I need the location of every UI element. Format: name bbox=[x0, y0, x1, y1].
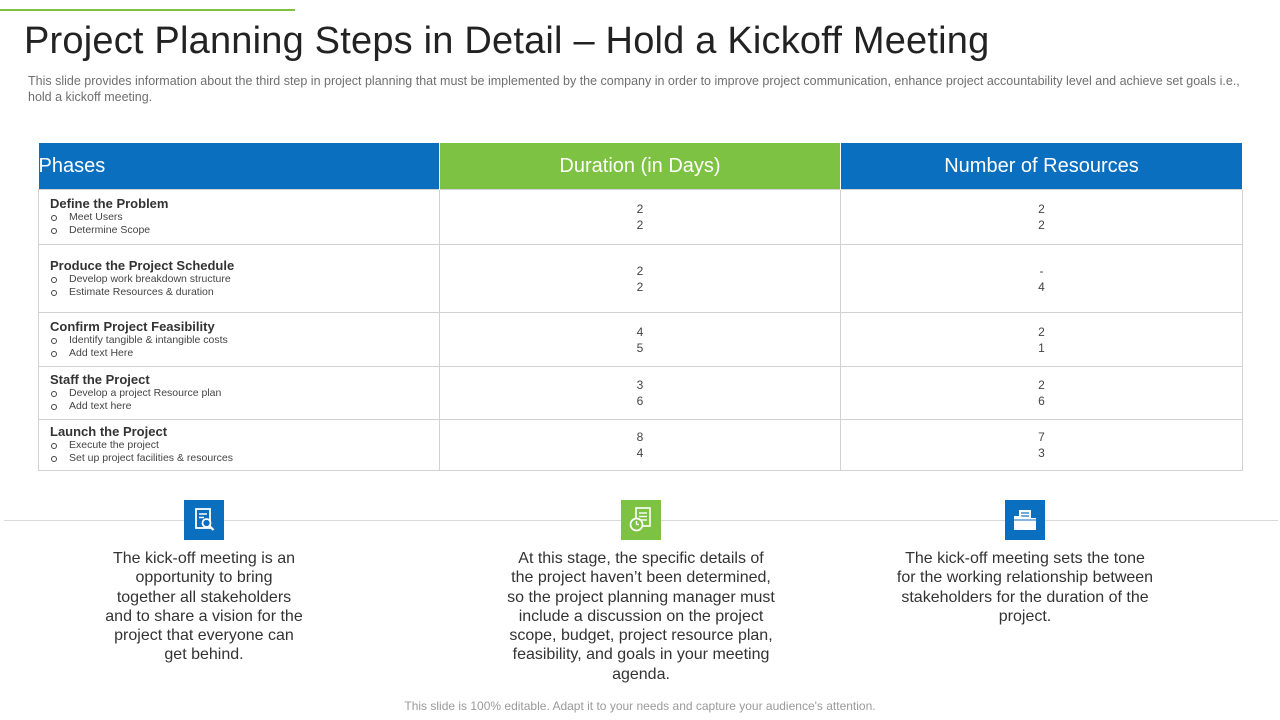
duration-value: 4 bbox=[636, 446, 644, 460]
duration-cell bbox=[440, 420, 841, 471]
phases-table bbox=[38, 143, 1243, 471]
duration-value: 8 bbox=[636, 430, 644, 444]
duration-cell bbox=[440, 367, 841, 420]
phase-item: Set up project facilities & resources bbox=[50, 452, 439, 465]
phase-name: Produce the Project Schedule bbox=[50, 257, 235, 273]
resources-value: 3 bbox=[1038, 446, 1045, 460]
phase-items bbox=[50, 211, 439, 237]
resources-value: 1 bbox=[1038, 340, 1045, 355]
slide-subtitle: This slide provides information about the third step in project planning that must be implemented by the company in order to improve project communication, enhance project accountability level and achieve set goals i.e., hold a kickoff meeting. bbox=[28, 74, 1240, 104]
resources-value: 2 bbox=[1038, 324, 1045, 339]
table-row bbox=[39, 313, 1243, 367]
resources-cell bbox=[841, 367, 1243, 420]
footer-note: This slide is 100% editable. Adapt it to your needs and capture your audience's attention. bbox=[404, 699, 876, 713]
resources-cell bbox=[841, 245, 1243, 313]
resources-value: 2 bbox=[1038, 202, 1045, 216]
note-text: The kick-off meeting sets the tone for the working relationship between stakeholders for the duration of the project. bbox=[896, 550, 1154, 625]
resources-value: - bbox=[1039, 263, 1044, 278]
table-header-row bbox=[39, 143, 1243, 190]
duration-cell bbox=[440, 190, 841, 245]
note-text: At this stage, the specific details of the project haven’t been determined, so the project planning manager must include a discussion on the project scope, budget, project resource plan, feasibility, and goals in your meeting agenda. bbox=[507, 550, 775, 683]
resources-cell bbox=[841, 420, 1243, 471]
document-clock-icon bbox=[621, 500, 661, 540]
phase-item: Add text Here bbox=[50, 347, 439, 360]
phase-items bbox=[50, 439, 439, 465]
phase-item: Identify tangible & intangible costs bbox=[50, 334, 439, 347]
resources-cell bbox=[841, 313, 1243, 367]
header-resources: Number of Resources bbox=[841, 143, 1243, 190]
phase-cell bbox=[39, 367, 440, 420]
resources-value: 2 bbox=[1038, 378, 1045, 392]
phase-items bbox=[50, 273, 439, 299]
phase-item: Develop a project Resource plan bbox=[50, 387, 439, 400]
phase-cell bbox=[39, 313, 440, 367]
phase-cell bbox=[39, 190, 440, 245]
resources-cell bbox=[841, 190, 1243, 245]
resources-value: 6 bbox=[1038, 394, 1045, 408]
table-row bbox=[39, 245, 1243, 313]
duration-value: 2 bbox=[636, 202, 644, 216]
duration-value: 3 bbox=[636, 378, 644, 392]
duration-value: 2 bbox=[636, 218, 644, 232]
phase-name: Confirm Project Feasibility bbox=[50, 318, 215, 334]
phase-item: Determine Scope bbox=[50, 224, 439, 237]
duration-value: 2 bbox=[636, 263, 644, 278]
phase-cell bbox=[39, 420, 440, 471]
document-search-icon bbox=[184, 500, 224, 540]
duration-cell bbox=[440, 245, 841, 313]
phase-item: Add text here bbox=[50, 400, 439, 413]
phase-item: Develop work breakdown structure bbox=[50, 273, 439, 286]
header-phases: Phases bbox=[39, 143, 440, 190]
table-row bbox=[39, 190, 1243, 245]
resources-value: 4 bbox=[1038, 279, 1045, 294]
phase-cell bbox=[39, 245, 440, 313]
duration-value: 6 bbox=[636, 394, 644, 408]
slide-title: Project Planning Steps in Detail – Hold a Kickoff Meeting bbox=[24, 20, 990, 62]
resources-value: 7 bbox=[1038, 430, 1045, 444]
phase-items bbox=[50, 387, 439, 413]
phase-name: Launch the Project bbox=[50, 424, 168, 439]
phase-item: Estimate Resources & duration bbox=[50, 286, 439, 299]
duration-value: 4 bbox=[636, 324, 644, 339]
phase-item: Execute the project bbox=[50, 439, 439, 452]
table-row bbox=[39, 367, 1243, 420]
phase-name: Staff the Project bbox=[50, 372, 150, 387]
phase-items bbox=[50, 334, 439, 360]
duration-value: 2 bbox=[636, 279, 644, 294]
duration-cell bbox=[440, 313, 841, 367]
phase-item: Meet Users bbox=[50, 211, 439, 224]
header-duration: Duration (in Days) bbox=[440, 143, 841, 190]
folder-documents-icon bbox=[1005, 500, 1045, 540]
note-text: The kick-off meeting is an opportunity to bring together all stakeholders and to share a vision for the project that everyone can get behind. bbox=[105, 550, 303, 664]
phase-name: Define the Problem bbox=[50, 196, 169, 211]
duration-value: 5 bbox=[636, 340, 644, 355]
table-row bbox=[39, 420, 1243, 471]
resources-value: 2 bbox=[1038, 218, 1045, 232]
top-accent-line bbox=[0, 9, 295, 11]
